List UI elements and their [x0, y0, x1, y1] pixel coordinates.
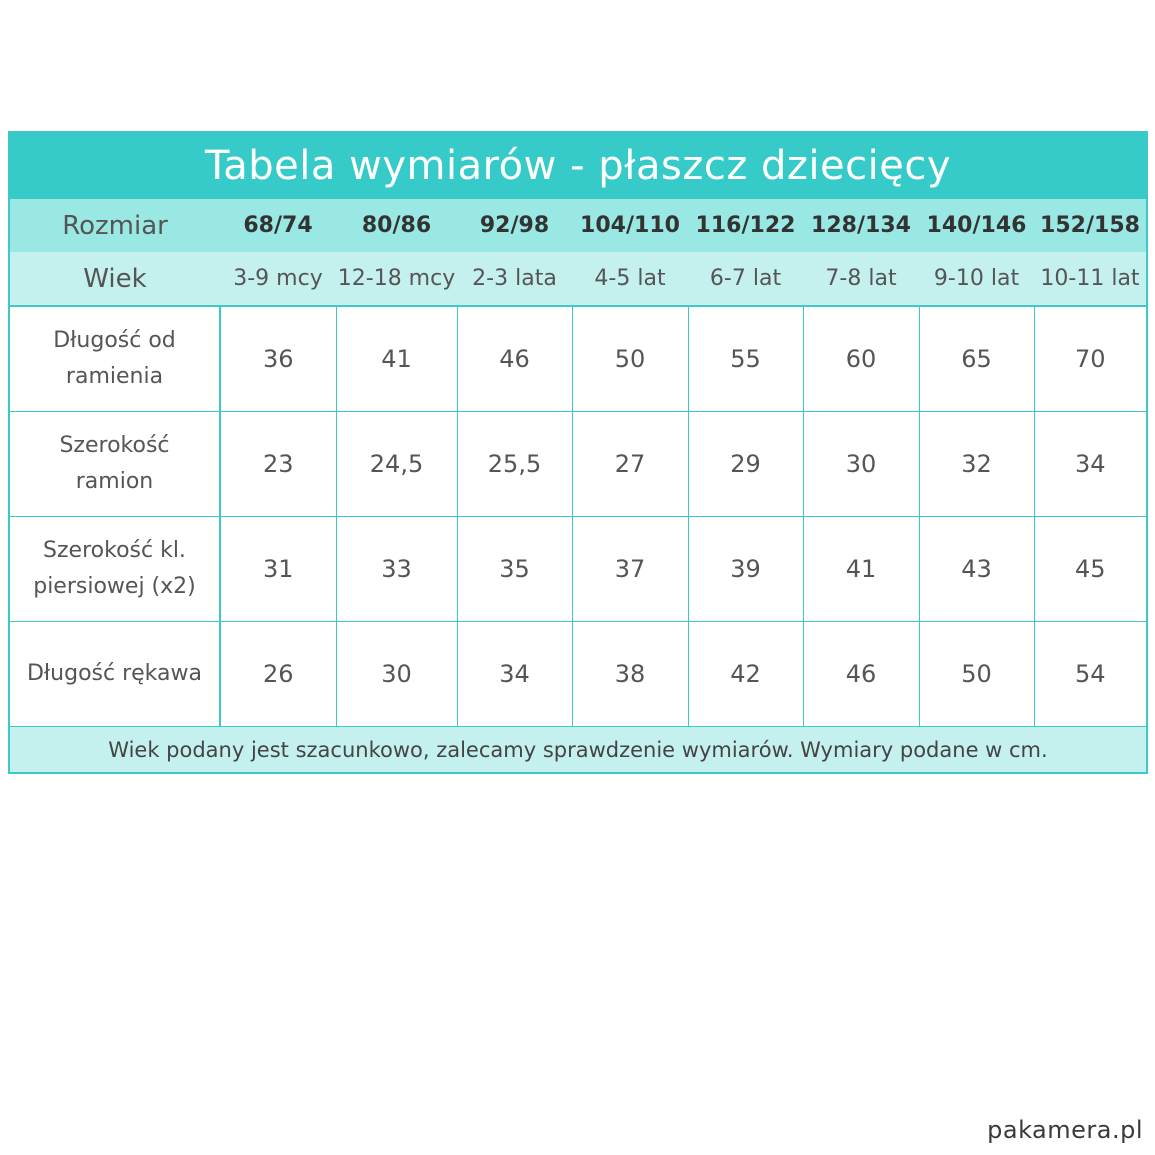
measurement-cell: 41 [336, 306, 457, 412]
measurement-cell: 45 [1034, 517, 1146, 622]
measurement-label-line: piersiowej (x2) [33, 574, 196, 599]
measurement-cell: 70 [1034, 306, 1146, 412]
measurement-cell: 33 [336, 517, 457, 622]
age-cell: 3-9 mcy [220, 252, 336, 306]
measurement-cell: 43 [919, 517, 1034, 622]
age-cell: 12-18 mcy [336, 252, 457, 306]
measurement-cell: 46 [457, 306, 572, 412]
measurement-cell: 30 [803, 412, 919, 517]
measurement-row-shoulder-length [10, 306, 1146, 412]
size-table [10, 199, 1146, 772]
measurement-cell: 23 [220, 412, 336, 517]
age-cell: 9-10 lat [919, 252, 1034, 306]
brand-watermark: pakamera.pl [987, 1116, 1143, 1144]
size-cell: 92/98 [457, 199, 572, 252]
note-row [10, 727, 1146, 773]
size-cell: 68/74 [220, 199, 336, 252]
age-cell: 7-8 lat [803, 252, 919, 306]
age-cell: 6-7 lat [688, 252, 803, 306]
measurement-label [10, 306, 220, 412]
age-cell: 4-5 lat [572, 252, 688, 306]
measurement-cell: 50 [919, 622, 1034, 727]
size-cell: 80/86 [336, 199, 457, 252]
measurement-label [10, 517, 220, 622]
measurement-cell: 25,5 [457, 412, 572, 517]
measurement-cell: 34 [457, 622, 572, 727]
measurement-cell: 46 [803, 622, 919, 727]
measurement-label-line: Długość od [53, 328, 176, 353]
size-row-label: Rozmiar [10, 199, 220, 252]
measurement-label [10, 622, 220, 727]
measurement-label-line: Szerokość [59, 433, 170, 458]
measurement-cell: 32 [919, 412, 1034, 517]
measurement-cell: 50 [572, 306, 688, 412]
measurement-label [10, 412, 220, 517]
size-cell: 140/146 [919, 199, 1034, 252]
age-cell: 10-11 lat [1034, 252, 1146, 306]
measurement-row-sleeve-length [10, 622, 1146, 727]
age-row [10, 252, 1146, 306]
measurement-cell: 55 [688, 306, 803, 412]
measurement-row-chest-width [10, 517, 1146, 622]
measurement-cell: 34 [1034, 412, 1146, 517]
size-cell: 152/158 [1034, 199, 1146, 252]
size-chart [8, 131, 1148, 774]
measurement-label-line: ramion [75, 469, 154, 494]
size-cell: 116/122 [688, 199, 803, 252]
size-row [10, 199, 1146, 252]
measurement-cell: 35 [457, 517, 572, 622]
measurement-label-line: Długość rękawa [26, 661, 202, 686]
measurement-label-line: Szerokość kl. [43, 538, 186, 563]
measurement-cell: 29 [688, 412, 803, 517]
measurement-cell: 36 [220, 306, 336, 412]
measurement-cell: 41 [803, 517, 919, 622]
size-cell: 104/110 [572, 199, 688, 252]
measurement-cell: 54 [1034, 622, 1146, 727]
measurement-cell: 65 [919, 306, 1034, 412]
measurement-cell: 24,5 [336, 412, 457, 517]
measurement-cell: 27 [572, 412, 688, 517]
measurement-row-shoulder-width [10, 412, 1146, 517]
measurement-cell: 31 [220, 517, 336, 622]
measurement-cell: 39 [688, 517, 803, 622]
measurement-cell: 60 [803, 306, 919, 412]
age-row-label: Wiek [10, 252, 220, 306]
chart-title: Tabela wymiarów - płaszcz dziecięcy [10, 133, 1146, 199]
measurement-label-line: ramienia [65, 364, 164, 389]
size-cell: 128/134 [803, 199, 919, 252]
measurement-cell: 38 [572, 622, 688, 727]
age-cell: 2-3 lata [457, 252, 572, 306]
measurement-cell: 42 [688, 622, 803, 727]
footnote: Wiek podany jest szacunkowo, zalecamy sprawdzenie wymiarów. Wymiary podane w cm. [10, 727, 1146, 773]
measurement-cell: 37 [572, 517, 688, 622]
measurement-cell: 30 [336, 622, 457, 727]
measurement-cell: 26 [220, 622, 336, 727]
